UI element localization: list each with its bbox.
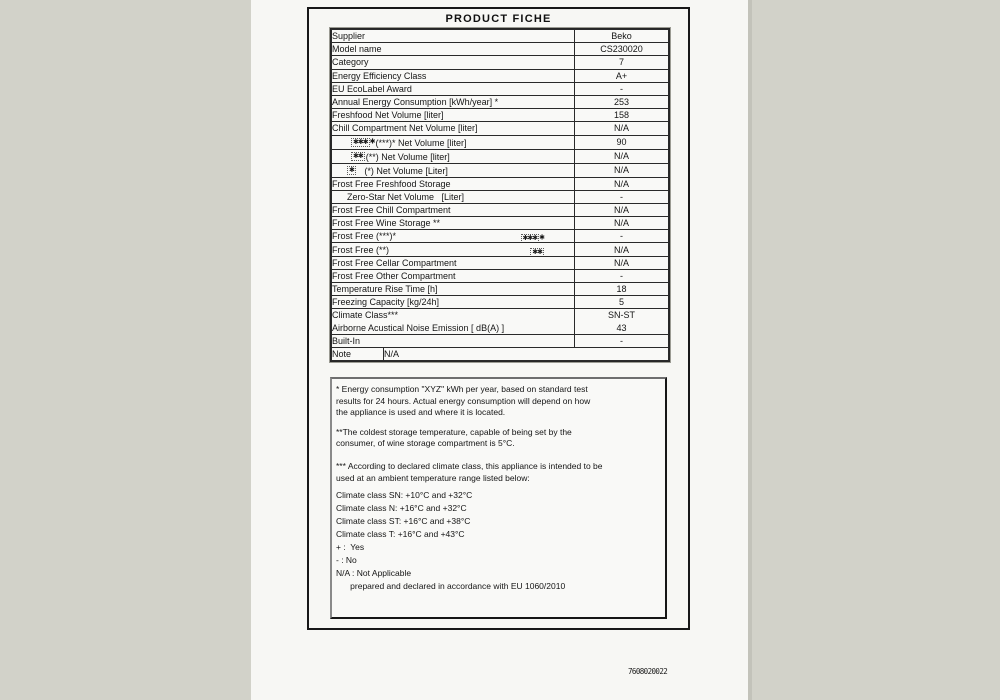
footnote-line: consumer, of wine storage compartment is 5°C. <box>336 438 515 449</box>
row-label-line: Airborne Acustical Noise Emission [ dB(A) ] <box>332 322 505 333</box>
row-value-line: SN-ST <box>608 310 635 321</box>
row-label <box>332 230 575 243</box>
table-row <box>332 230 669 243</box>
row-label-text: Frost Free Wine Storage ** <box>332 218 441 229</box>
table-row <box>332 334 669 347</box>
row-label <box>332 256 575 269</box>
row-value: 90 <box>575 135 669 149</box>
row-label <box>332 177 575 190</box>
row-label-text: Temperature Rise Time [h] <box>332 284 438 295</box>
product-fiche-sheet <box>307 7 690 630</box>
row-label-text: Frost Free Other Compartment <box>332 270 456 281</box>
row-value: 5 <box>575 296 669 309</box>
footnote-line: the appliance is used and where it is located. <box>336 407 506 418</box>
row-value: Beko <box>575 30 669 43</box>
footnote-line: * Energy consumption "XYZ" kWh per year, based on standard test <box>336 384 588 394</box>
row-label <box>332 203 575 216</box>
row-value: CS230020 <box>575 43 669 56</box>
row-label <box>332 243 575 256</box>
row-value: 158 <box>575 109 669 122</box>
table-row <box>332 43 669 56</box>
footnote-paragraph <box>336 384 665 419</box>
row-label-text: (*) Net Volume [Liter] <box>356 165 448 176</box>
note-label: Note <box>332 347 384 360</box>
row-value: A+ <box>575 69 669 82</box>
row-label-text: Frost Free Chill Compartment <box>332 204 451 215</box>
footnote-line: prepared and declared in accordance with EU 1060/2010 <box>336 581 566 592</box>
page-title: PRODUCT FICHE <box>445 13 552 25</box>
row-value: 7 <box>575 56 669 69</box>
footnote-line: used at an ambient temperature range listed below: <box>336 472 530 483</box>
row-value-line: 43 <box>616 322 627 333</box>
star-box: ✱✱✱ <box>353 138 368 146</box>
table-row <box>332 149 669 163</box>
row-value: - <box>575 230 669 243</box>
footnote-line: Climate class N: +16°C and +32°C <box>336 503 467 514</box>
footnote-line: results for 24 hours. Actual energy consumption will depend on how <box>336 395 591 406</box>
row-label-text: Frost Free Cellar Compartment <box>332 257 457 268</box>
star-glyph: ✱ <box>369 138 375 146</box>
document-code: 7608020022 <box>628 667 668 676</box>
row-value: - <box>575 334 669 347</box>
row-value <box>575 309 669 334</box>
table-row <box>332 190 669 203</box>
row-label <box>332 82 575 95</box>
row-label-text: Frost Free (***)* <box>332 231 397 242</box>
row-label <box>332 135 575 149</box>
row-value: N/A <box>575 256 669 269</box>
row-label-text: Freshfood Net Volume [liter] <box>332 110 444 121</box>
row-label <box>332 122 575 135</box>
table-row <box>332 203 669 216</box>
table-row <box>332 296 669 309</box>
star-box: ✱✱ <box>532 248 542 256</box>
footnote-line: Climate class SN: +10°C and +32°C <box>336 490 473 501</box>
row-value: N/A <box>575 163 669 177</box>
footnote-line: - : No <box>336 555 357 566</box>
row-label-line: Climate Class*** <box>332 310 399 321</box>
row-label-text: Freezing Capacity [kg/24h] <box>332 297 440 308</box>
row-label-text: Category <box>332 57 369 68</box>
row-label-text: Frost Free Freshfood Storage <box>332 178 451 189</box>
row-label-text: Built-In <box>332 335 361 346</box>
row-value: - <box>575 82 669 95</box>
row-value: 253 <box>575 95 669 108</box>
table-row <box>332 69 669 82</box>
footnote-paragraph <box>336 427 665 450</box>
footnote-line: **The coldest storage temperature, capable of being set by the <box>336 426 572 437</box>
row-label-text: Annual Energy Consumption [kWh/year] * <box>332 97 499 108</box>
table-row <box>332 109 669 122</box>
note-value: N/A <box>384 347 669 360</box>
row-label <box>332 30 575 43</box>
table-row <box>332 217 669 230</box>
star-glyph: ✱ <box>539 234 544 242</box>
footnote-line: Climate class ST: +16°C and +38°C <box>336 516 471 527</box>
freezer-star-rating-icon <box>351 136 374 149</box>
row-label-text: (**) Net Volume [liter] <box>365 151 450 162</box>
row-label-text: Chill Compartment Net Volume [liter] <box>332 123 478 134</box>
product-fiche-table <box>331 29 669 361</box>
row-label <box>332 296 575 309</box>
freezer-star-rating-icon <box>530 245 544 256</box>
row-value: 18 <box>575 283 669 296</box>
star-box: ✱✱ <box>353 152 363 160</box>
table-row <box>332 30 669 43</box>
freezer-star-rating-icon <box>347 164 356 176</box>
footnote-paragraph <box>336 461 665 484</box>
table-row <box>332 177 669 190</box>
table-row <box>332 56 669 69</box>
row-label-text: Zero-Star Net Volume [Liter] <box>347 191 465 202</box>
row-label <box>332 95 575 108</box>
table-row <box>332 95 669 108</box>
row-label-text: Energy Efficiency Class <box>332 70 427 81</box>
footnote-line: Climate class T: +16°C and +43°C <box>336 529 465 540</box>
row-value: N/A <box>575 203 669 216</box>
row-value: N/A <box>575 243 669 256</box>
star-box: ✱ <box>349 166 354 174</box>
table-row <box>332 269 669 282</box>
footnotes-box <box>330 377 667 619</box>
table-row <box>332 135 669 149</box>
row-value: N/A <box>575 217 669 230</box>
footnote-line: + : Yes <box>336 542 365 553</box>
row-label <box>332 56 575 69</box>
row-label-text: Frost Free (**) <box>332 244 390 255</box>
row-label <box>332 109 575 122</box>
row-value: N/A <box>575 122 669 135</box>
row-label-text: Model name <box>332 44 382 55</box>
table-row <box>332 82 669 95</box>
row-label <box>332 334 575 347</box>
row-label <box>332 309 575 334</box>
table-row <box>332 309 669 334</box>
row-label <box>332 163 575 177</box>
note-row <box>332 347 669 360</box>
footnote-line: N/A : Not Applicable <box>336 568 412 579</box>
row-label <box>332 69 575 82</box>
row-label <box>332 43 575 56</box>
row-value: - <box>575 269 669 282</box>
freezer-star-rating-icon <box>521 232 544 243</box>
table-row <box>332 256 669 269</box>
row-label <box>332 269 575 282</box>
footnote-line: *** According to declared climate class, this appliance is intended to be <box>336 460 603 471</box>
document-page <box>251 0 748 700</box>
table-row <box>332 283 669 296</box>
freezer-star-rating-icon <box>351 150 365 162</box>
star-box: ✱✱✱ <box>522 235 538 243</box>
table-row <box>332 243 669 256</box>
row-label <box>332 149 575 163</box>
row-label-text: (***)* Net Volume [liter] <box>375 137 467 148</box>
table-row <box>332 163 669 177</box>
table-row <box>332 122 669 135</box>
row-label <box>332 283 575 296</box>
row-label <box>332 217 575 230</box>
footnote-paragraph <box>336 489 665 593</box>
product-fiche-table-frame <box>330 28 670 362</box>
row-value: - <box>575 190 669 203</box>
row-value: N/A <box>575 149 669 163</box>
row-label <box>332 190 575 203</box>
row-value: N/A <box>575 177 669 190</box>
row-label-text: Supplier <box>332 31 366 42</box>
row-label-text: EU EcoLabel Award <box>332 83 412 94</box>
